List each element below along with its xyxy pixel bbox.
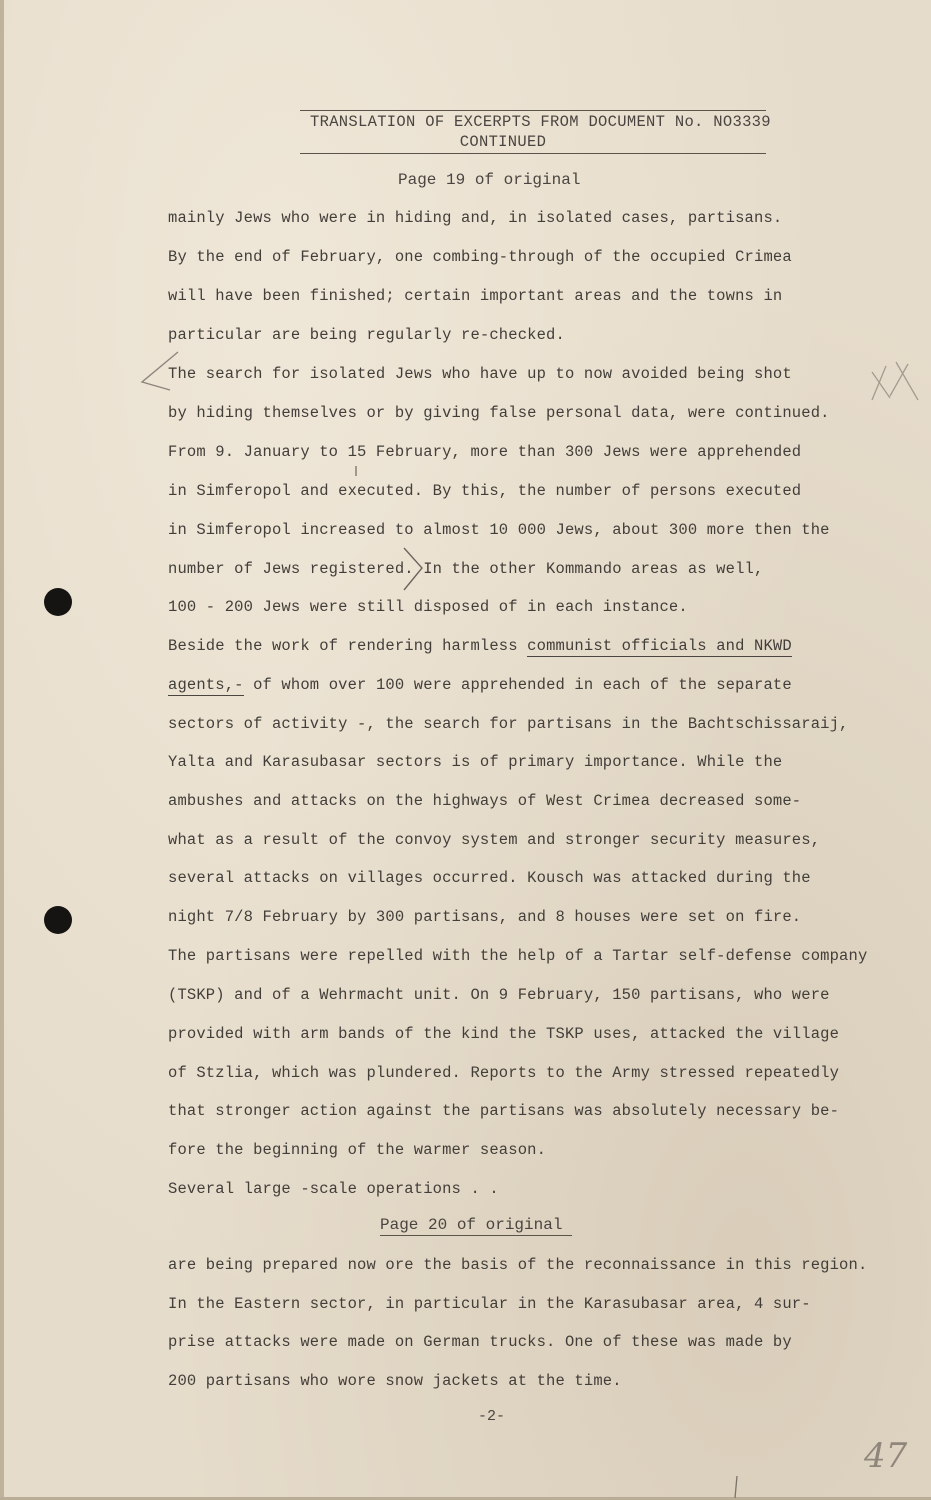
text-line-29: prise attacks were made on German trucks. One of these was made by: [168, 1333, 792, 1351]
header-subtitle: CONTINUED: [459, 133, 547, 151]
text-line-30: 200 partisans who wore snow jackets at the time.: [168, 1372, 622, 1390]
text-line-13-plain: of whom over 100 were apprehended in each of the separate: [243, 676, 792, 694]
text-line-12-underlined: communist officials and NKWD: [527, 637, 792, 655]
text-line-13-underlined: agents,-: [168, 676, 244, 694]
text-line-12-plain: Beside the work of rendering harmless: [168, 637, 528, 655]
text-line-26: Several large -scale operations . .: [168, 1180, 499, 1198]
text-line-2: By the end of February, one combing-through of the occupied Crimea: [168, 248, 792, 266]
text-line-17: what as a result of the convoy system and stronger security measures,: [168, 831, 821, 849]
page-reference-top: Page 19 of original: [398, 171, 581, 189]
text-line-22: provided with arm bands of the kind the TSKP uses, attacked the village: [168, 1025, 840, 1043]
text-line-8: in Simferopol and executed. By this, the number of persons executed: [168, 482, 802, 500]
text-line-20: The partisans were repelled with the help of a Tartar self-defense company: [168, 947, 868, 965]
handwritten-page-number: 47: [864, 1436, 908, 1476]
text-line-19: night 7/8 February by 300 partisans, and 8 houses were set on fire.: [168, 908, 802, 926]
bottom-pencil-tick: [735, 1476, 737, 1498]
text-line-3: will have been finished; certain important areas and the towns in: [168, 287, 783, 305]
margin-bracket-mark: [142, 352, 178, 390]
page-number: -2-: [478, 1408, 506, 1425]
text-line-4: particular are being regularly re-checked.: [168, 326, 565, 344]
text-line-18: several attacks on villages occurred. Kousch was attacked during the: [168, 869, 811, 887]
text-line-14: sectors of activity -, the search for partisans in the Bachtschissaraij,: [168, 715, 849, 733]
text-line-23: of Stzlia, which was plundered. Reports to the Army stressed repeatedly: [168, 1064, 840, 1082]
margin-cross-marks: [872, 362, 918, 400]
text-line-9: in Simferopol increased to almost 10 000 Jews, about 300 more then the: [168, 521, 830, 539]
inline-bracket-mark: [404, 548, 422, 590]
text-line-15: Yalta and Karasubasar sectors is of primary importance. While the: [168, 753, 783, 771]
text-line-25: fore the beginning of the warmer season.: [168, 1141, 547, 1159]
text-line-10: number of Jews registered. In the other Kommando areas as well,: [168, 560, 764, 578]
page-reference-mid: Page 20 of original: [380, 1216, 572, 1236]
text-line-16: ambushes and attacks on the highways of West Crimea decreased some-: [168, 792, 802, 810]
text-line-21: (TSKP) and of a Wehrmacht unit. On 9 February, 150 partisans, who were: [168, 986, 830, 1004]
text-line-27: are being prepared now ore the basis of the reconnaissance in this region.: [168, 1256, 868, 1274]
text-line-1: mainly Jews who were in hiding and, in isolated cases, partisans.: [168, 209, 783, 227]
text-line-5: The search for isolated Jews who have up to now avoided being shot: [168, 365, 792, 383]
text-line-11: 100 - 200 Jews were still disposed of in each instance.: [168, 598, 688, 616]
text-line-24: that stronger action against the partisans was absolutely necessary be-: [168, 1102, 840, 1120]
text-line-7: From 9. January to 15 February, more than 300 Jews were apprehended: [168, 443, 802, 461]
text-line-28: In the Eastern sector, in particular in the Karasubasar area, 4 sur-: [168, 1295, 811, 1313]
text-line-6: by hiding themselves or by giving false personal data, were continued.: [168, 404, 830, 422]
header-title: TRANSLATION OF EXCERPTS FROM DOCUMENT No. NO3339: [310, 113, 771, 131]
